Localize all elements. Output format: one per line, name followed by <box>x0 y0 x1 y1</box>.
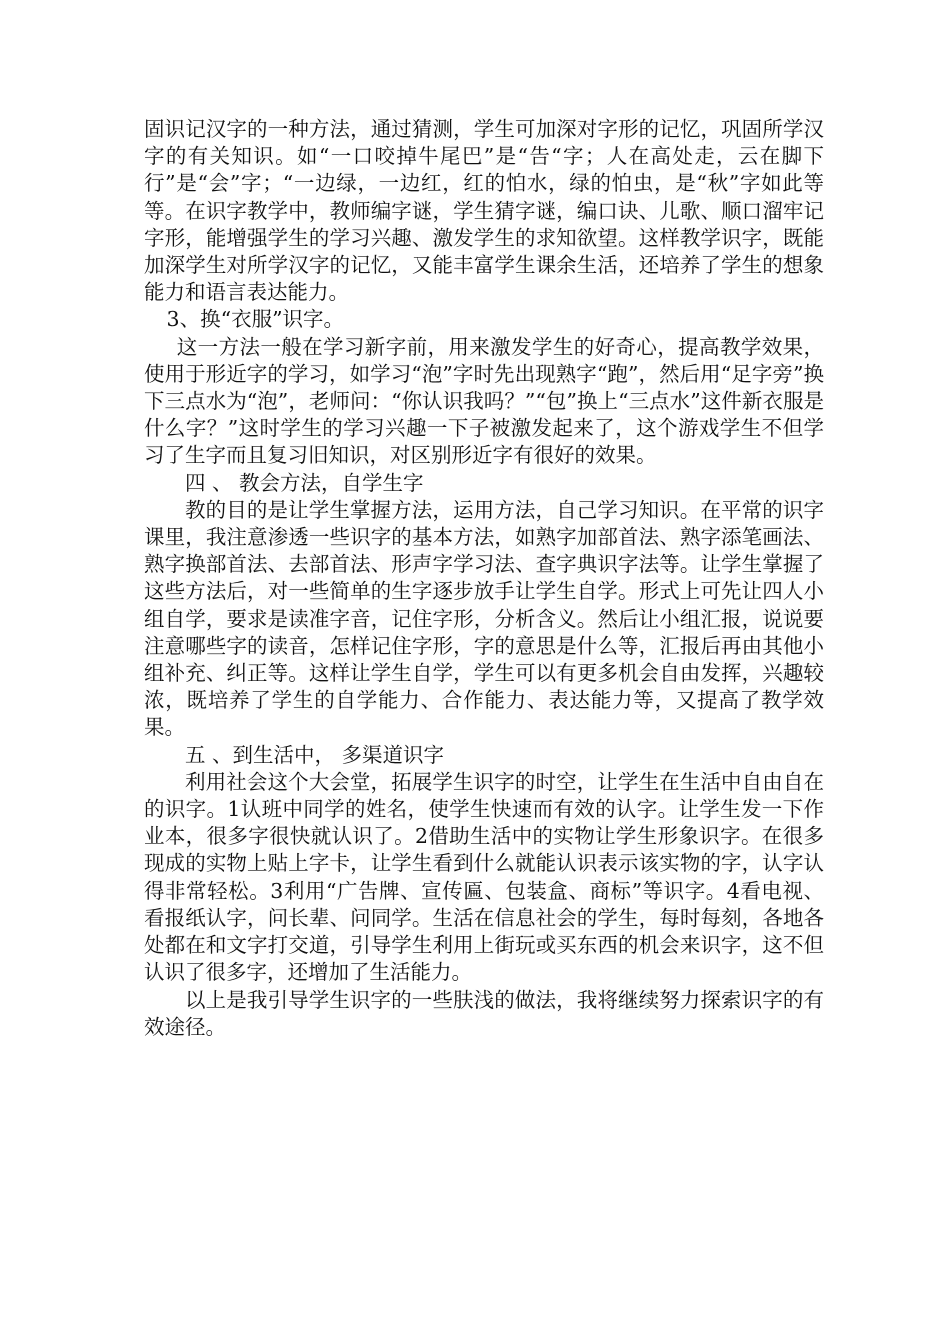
paragraph-change-clothes: 这一方法一般在学习新字前，用来激发学生的好奇心，提高教学效果，使用于形近字的学习，如学习“泡”字时先出现熟字“跑”，然后用“足字旁”换下三点水为“泡”，老师问：“你认识我吗？”“包”换上“三点水”这件新衣服是什么字？”这时学生的学习兴趣一下子被激发起来了，这个游戏学生不但学习了生字而且复习旧知识，对区别形近字有很好的效果。 <box>144 334 824 468</box>
paragraph-conclusion: 以上是我引导学生识字的一些肤浅的做法，我将继续努力探索识字的有效途径。 <box>144 987 824 1039</box>
heading-section-five: 五 、到生活中， 多渠道识字 <box>185 742 445 767</box>
paragraph-life-literacy: 利用社会这个大会堂，拓展学生识字的时空，让学生在生活中自由自在的识字。1认班中同学的姓名，使学生快速而有效的认字。让学生发一下作业本，很多字很快就认识了。2借助生活中的实物让学生形象识字。在很多现成的实物上贴上字卡，让学生看到什么就能认识表示该实物的字，认字认得非常轻松。3利用“广告牌、宣传匾、包装盒、商标”等识字。4看电视、看报纸认字，问长辈、问同学。生活在信息社会的学生，每时每刻，各地各处都在和文字打交道，引导学生利用上街玩或买东西的机会来识字，这不但认识了很多字，还增加了生活能力。 <box>144 769 824 985</box>
heading-section-four: 四 、 教会方法，自学生字 <box>185 470 424 495</box>
paragraph-self-study: 教的目的是让学生掌握方法，运用方法，自己学习知识。在平常的识字课里，我注意渗透一些识字的基本方法，如熟字加部首法、熟字添笔画法、熟字换部首法、去部首法、形声字学习法、查字典识字法等。让学生掌握了这些方法后，对一些简单的生字逐步放手让学生自学。形式上可先让四人小组自学，要求是读准字音，记住字形，分析含义。然后让小组汇报，说说要注意哪些字的读音，怎样记住字形，字的意思是什么等，汇报后再由其他小组补充、纠正等。这样让学生自学，学生可以有更多机会自由发挥，兴趣较浓，既培养了学生的自学能力、合作能力、表达能力等，又提高了教学效果。 <box>144 497 824 740</box>
heading-change-clothes: 3、换“衣服”识字。 <box>166 307 345 332</box>
document-page <box>144 116 824 1041</box>
paragraph-riddle-method: 固识记汉字的一种方法，通过猜测，学生可加深对字形的记忆，巩固所学汉字的有关知识。如“一口咬掉牛尾巴”是“告“字；人在高处走，云在脚下行”是“会”字；“一边绿，一边红，红的怕水，绿的怕虫，是“秋”字如此等等。在识字教学中，教师编字谜，学生猜字谜，编口诀、儿歌、顺口溜牢记字形，能增强学生的学习兴趣、激发学生的求知欲望。这样教学识字，既能加深学生对所学汉字的记忆，又能丰富学生课余生活，还培养了学生的想象能力和语言表达能力。 <box>144 117 824 305</box>
